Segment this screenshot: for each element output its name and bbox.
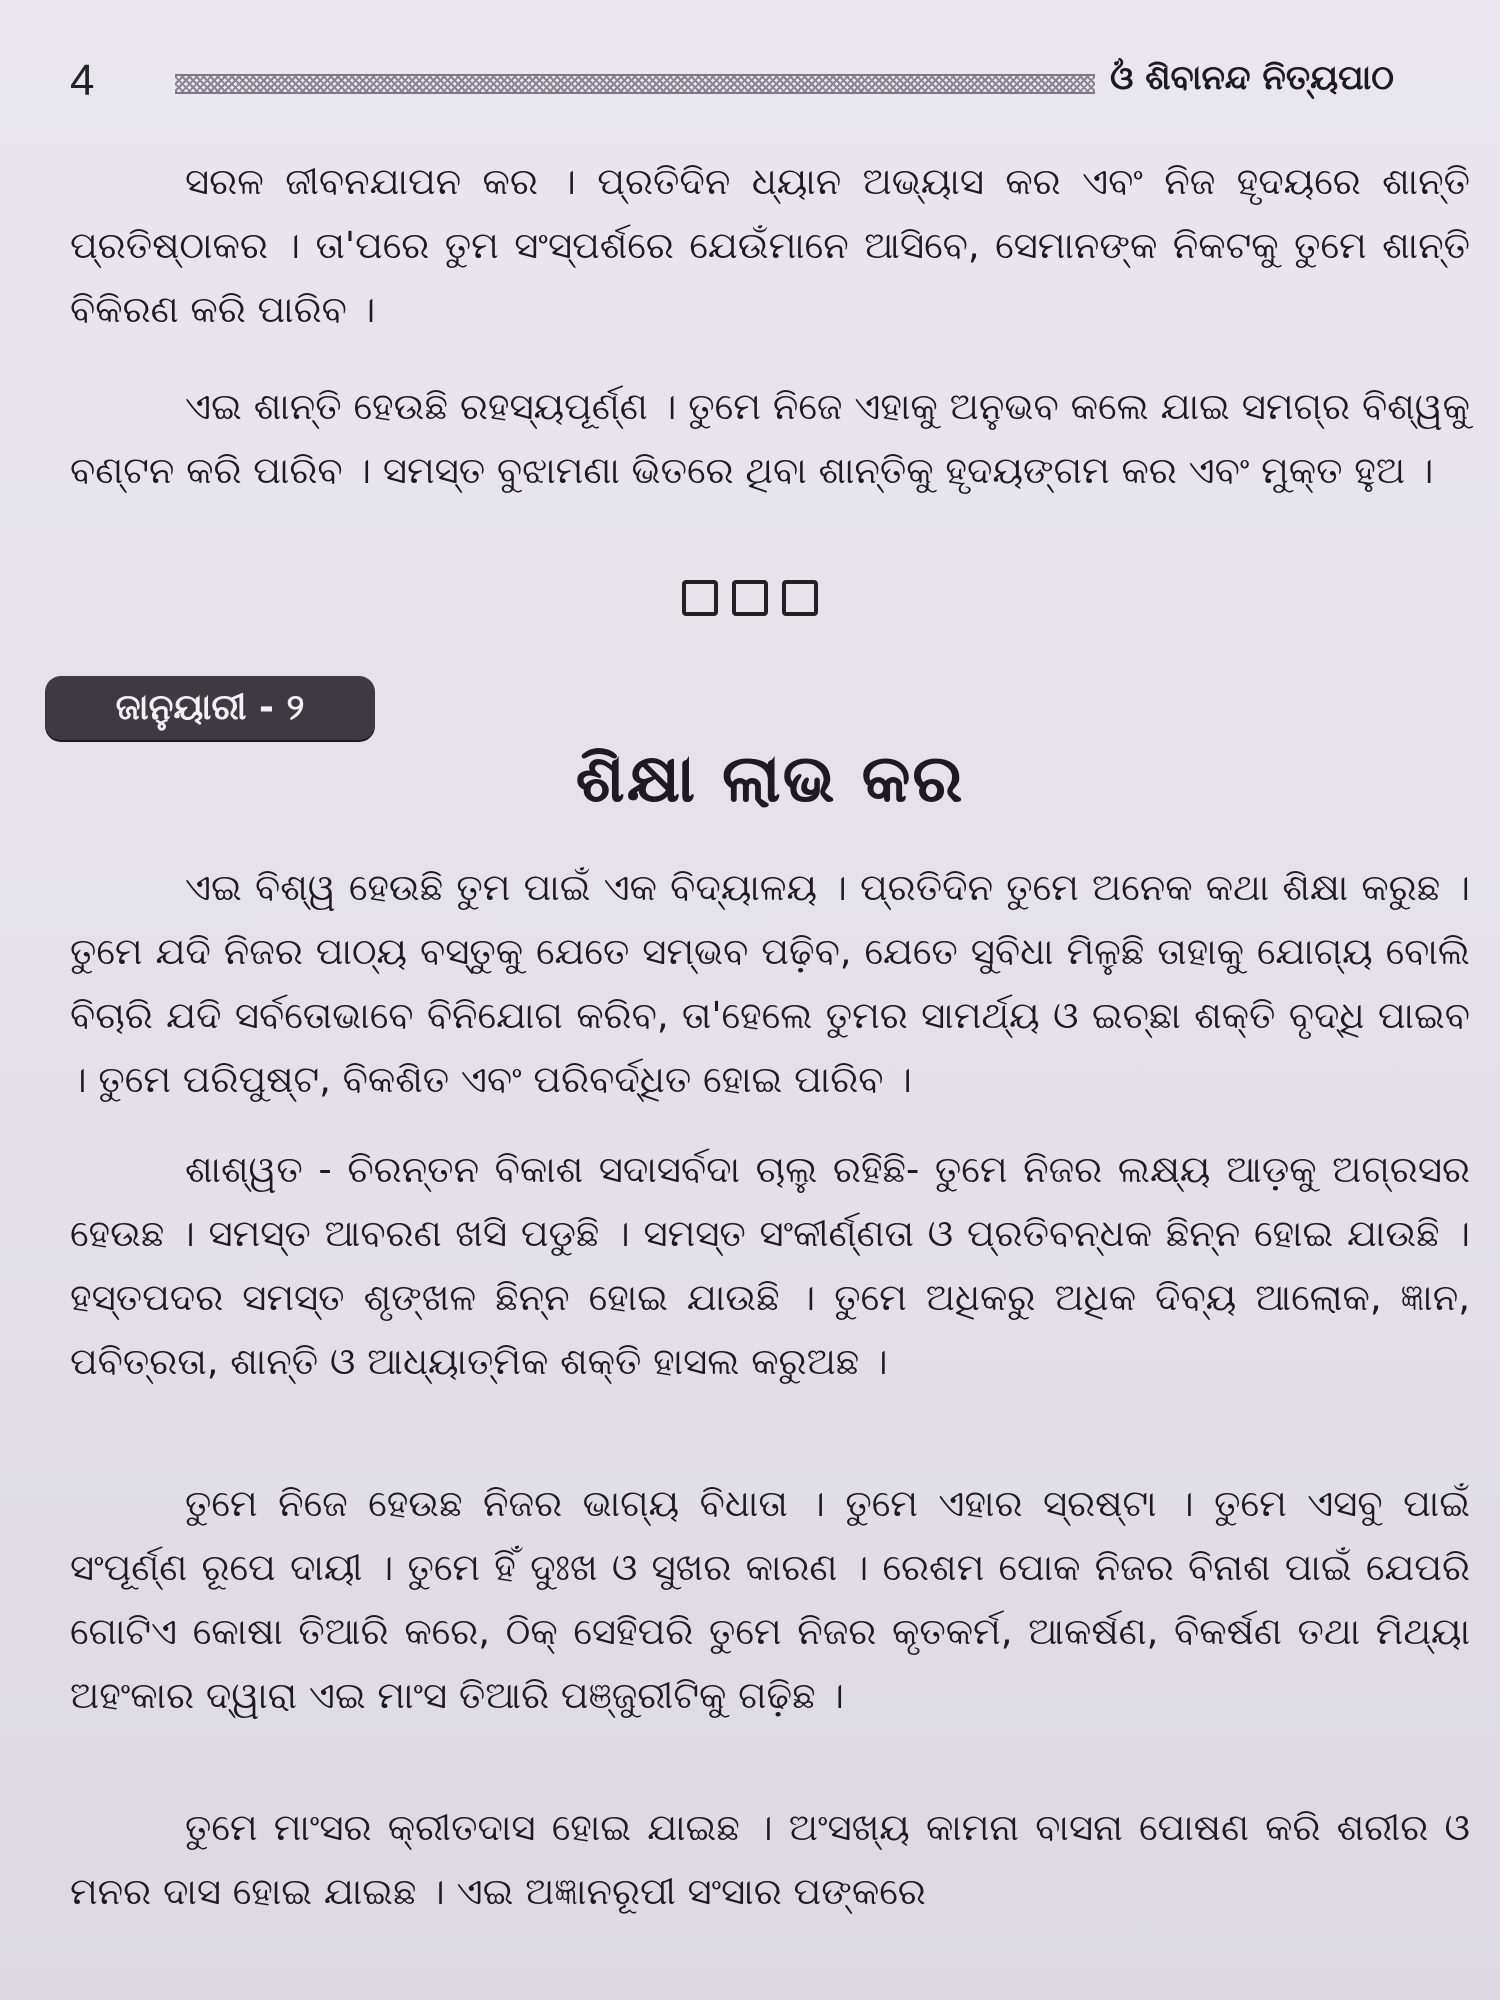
page-header xyxy=(40,48,1480,118)
intro-paragraph-2: ଏଇ ଶାନ୍ତି ହେଉଛି ରହସ୍ୟପୂର୍ଣ୍ଣ । ତୁମେ ନିଜେ ଏହାକୁ ଅନୁଭବ କଲେ ଯାଇ ସମଗ୍ର ବିଶ୍ୱକୁ ବଣ୍ଟନ କରି ପାରିବ । ସମସ୍ତ ବୁଝାମଣା ଭିତରେ ଥିବା ଶାନ୍ତିକୁ ହୃଦୟଙ୍ଗମ କର ଏବଂ ମୁକ୍ତ ହୁଅ । xyxy=(70,385,1470,492)
body-paragraph-4: ତୁମେ ମାଂସର କ୍ରୀତଦାସ ହୋଇ ଯାଇଛ । ଅଂସଖ୍ୟ କାମନା ବାସନା ପୋଷଣ କରି ଶରୀର ଓ ମନର ଦାସ ହୋଇ ଯାଇଛ । ଏଇ ଅଜ୍ଞାନରୂପୀ ସଂସାର ପଙ୍କରେ xyxy=(70,1806,1470,1913)
body-paragraph-2: ଶାଶ୍ୱତ - ଚିରନ୍ତନ ବିକାଶ ସଦାସର୍ବଦା ଚାଲୁ ରହିଛି- ତୁମେ ନିଜର ଲକ୍ଷ୍ୟ ଆଡ଼କୁ ଅଗ୍ରସର ହେଉଛ । ସମସ୍ତ ଆବରଣ ଖସି ପଡୁଛି । ସମସ୍ତ ସଂକୀର୍ଣ୍ଣତା ଓ ପ୍ରତିବନ୍ଧକ ଛିନ୍ନ ହୋଇ ଯାଉଛି । ହସ୍ତପଦର ସମସ୍ତ ଶୃଙ୍ଖଳ ଛିନ୍ନ ହୋଇ ଯାଉଛି । ତୁମେ ଅଧିକରୁ ଅଧିକ ଦିବ୍ୟ ଆଲୋକ, ଜ୍ଞାନ, ପବିତ୍ରତା, ଶାନ୍ତି ଓ ଆଧ୍ୟାତ୍ମିକ ଶକ୍ତି ହାସଲ କରୁଅଛ । xyxy=(70,1148,1471,1383)
page-number: 4 xyxy=(70,56,95,105)
date-badge: ଜାନୁୟାରୀ - ୨ xyxy=(45,676,375,740)
separator-box-icon xyxy=(682,580,718,616)
body-paragraph-1: ଏଇ ବିଶ୍ୱ ହେଉଛି ତୁମ ପାଇଁ ଏକ ବିଦ୍ୟାଳୟ । ପ୍ରତିଦିନ ତୁମେ ଅନେକ କଥା ଶିକ୍ଷା କରୁଛ । ତୁମେ ଯଦି ନିଜର ପାଠ୍ୟ ବସ୍ତୁକୁ ଯେତେ ସମ୍ଭବ ପଢ଼ିବ, ଯେତେ ସୁବିଧା ମିଳୁଛି ତାହାକୁ ଯୋଗ୍ୟ ବୋଲି ବିଚାରି ଯଦି ସର୍ବତୋଭାବେ ବିନିଯୋଗ କରିବ, ତା'ହେଲେ ତୁମର ସାମର୍ଥ୍ୟ ଓ ଇଚ୍ଛା ଶକ୍ତି ବୃଦ୍ଧି ପାଇବ । ତୁମେ ପରିପୁଷ୍ଟ, ବିକଶିତ ଏବଂ ପରିବର୍ଦ୍ଧିତ ହୋଇ ପାରିବ । xyxy=(70,866,1470,1101)
running-book-title: ଓଁ ଶିବାନନ୍ଦ ନିତ୍ୟପାଠ xyxy=(1110,58,1394,98)
body-paragraph-3: ତୁମେ ନିଜେ ହେଉଛ ନିଜର ଭାଗ୍ୟ ବିଧାତା । ତୁମେ ଏହାର ସ୍ରଷ୍ଟା । ତୁମେ ଏସବୁ ପାଇଁ ସଂପୂର୍ଣ୍ଣ ରୂପେ ଦାୟୀ । ତୁମେ ହିଁ ଦୁଃଖ ଓ ସୁଖର କାରଣ । ରେଶମ ପୋକ ନିଜର ବିନାଶ ପାଇଁ ଯେପରି ଗୋଟିଏ କୋଷା ତିଆରି କରେ, ଠିକ୍ ସେହିପରି ତୁମେ ନିଜର କୃତକର୍ମ, ଆକର୍ଷଣ, ବିକର୍ଷଣ ତଥା ମିଥ୍ୟା ଅହଂକାର ଦ୍ୱାରା ଏଇ ମାଂସ ତିଆରି ପଞ୍ଜୁରୀଟିକୁ ଗଢ଼ିଛ । xyxy=(70,1482,1470,1717)
section-separator xyxy=(680,578,820,618)
separator-box-icon xyxy=(732,580,768,616)
decorative-header-rule xyxy=(175,74,1095,94)
section-title: ଶିକ୍ଷା ଲାଭ କର xyxy=(575,740,965,817)
intro-paragraph-1: ସରଳ ଜୀବନଯାପନ କର । ପ୍ରତିଦିନ ଧ୍ୟାନ ଅଭ୍ୟାସ କର ଏବଂ ନିଜ ହୃଦୟରେ ଶାନ୍ତି ପ୍ରତିଷ୍ଠାକର । ତା'ପରେ ତୁମ ସଂସ୍ପର୍ଶରେ ଯେଉଁମାନେ ଆସିବେ, ସେମାନଙ୍କ ନିକଟକୁ ତୁମେ ଶାନ୍ତି ବିକିରଣ କରି ପାରିବ । xyxy=(70,160,1470,331)
separator-box-icon xyxy=(782,580,818,616)
